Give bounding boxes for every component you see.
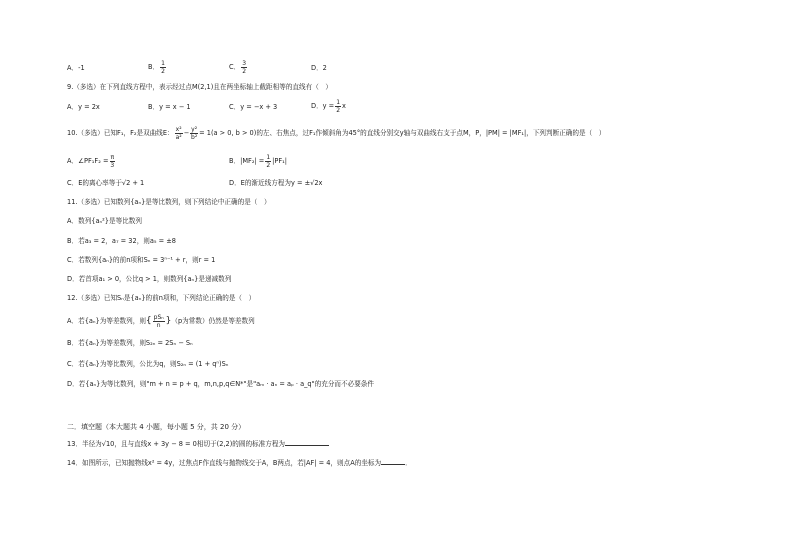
q11-option-d: D．若首项a₁ > 0，公比q > 1，则数列{aₙ}是递减数列: [67, 275, 232, 283]
q12-option-a: [67, 314, 255, 329]
fraction-denominator: 2: [161, 68, 165, 75]
q10-fraction-x: [175, 126, 183, 141]
fraction-denominator: 2: [266, 162, 271, 169]
q10-option-a-label: A．∠PF₁F₂ =: [67, 157, 109, 166]
q9-option-d: [311, 99, 346, 114]
q10-stem-rest: = 1(a > 0, b > 0)的左、右焦点，过F₁作倾斜角为45°的直线分别交y轴与双曲线右支于点M，P，|PM| = |MF₁|，下列判断正确的是（ ）: [199, 129, 606, 138]
q10-option-b-label: B．|MF₂| =: [229, 157, 265, 166]
fraction-denominator: 3: [110, 162, 115, 169]
fraction-numerator: 1: [336, 99, 341, 106]
q14-line: [67, 458, 412, 467]
q9-stem: 9.（多选）在下列直线方程中，表示经过点M(2,1)且在两坐标轴上截距相等的直线有（ ）: [67, 83, 332, 91]
fraction-numerator: 3: [242, 60, 247, 67]
q8-option-c-fraction: [241, 60, 247, 75]
q10-stem-intro: 10.（多选）已知F₁，F₂是双曲线E：: [67, 129, 174, 138]
fraction-numerator: π: [110, 154, 115, 161]
q10-option-c: C．E的离心率等于√2 + 1: [67, 179, 145, 187]
q10-option-b-fraction: [265, 154, 271, 169]
q10-stem: [67, 126, 605, 141]
q11-stem: 11.（多选）已知数列{aₙ}是等比数列，则下列结论中正确的是（ ）: [67, 198, 271, 206]
fraction-denominator: b²: [191, 134, 198, 141]
q10-option-a-fraction: [110, 154, 116, 169]
q13-line: [67, 439, 329, 448]
fraction-denominator: a²: [175, 134, 182, 141]
q11-option-b: B．若a₃ = 2，a₇ = 32，则a₅ = ±8: [67, 237, 176, 245]
q9-option-d-fraction: [335, 99, 341, 114]
q10-option-d: D．E的渐近线方程为y = ±√2x: [229, 179, 323, 187]
q8-option-b-label: B．: [148, 63, 160, 72]
q12-option-a-label: A．若{aₙ}为等差数列，则: [67, 317, 146, 326]
q9-option-d-tail: x: [342, 102, 346, 111]
q13-answer-blank[interactable]: [285, 439, 329, 446]
q8-option-c-label: C．: [229, 63, 241, 72]
q12-option-d: D．若{aₙ}为等比数列，则"m + n = p + q，m,n,p,q∈N*"是"aₘ · aₙ = aₚ · a_q"的充分而不必要条件: [67, 380, 374, 388]
q14-answer-blank[interactable]: [381, 458, 405, 465]
fraction-numerator: 1: [161, 60, 165, 67]
q13-stem: 13．半径为√10，且与直线x + 3y − 8 = 0相切于(2,2)的圆的标准方程为: [67, 440, 286, 448]
q14-stem: 14．如图所示，已知抛物线x² = 4y，过焦点F作直线与抛物线交于A，B两点，若|AF| = 4，则点A的坐标为: [67, 459, 382, 467]
fraction-denominator: 2: [242, 68, 247, 75]
q9-option-c: C．y = −x + 3: [229, 103, 278, 111]
fraction-numerator: y²: [191, 126, 198, 133]
q12-stem: 12.（多选）已知Sₙ是{aₙ}的前n项和，下列结论正确的是（ ）: [67, 294, 256, 302]
q10-option-b: [229, 154, 287, 169]
fraction-numerator: pSₙ: [153, 314, 164, 321]
q12-option-b: B．若{aₙ}为等差数列，则S₂ₙ = 2Sₙ − Sₙ: [67, 339, 193, 347]
q10-option-a: [67, 154, 116, 169]
q8-option-d: D．2: [311, 64, 327, 72]
q12-option-c: C．若{aₙ}为等比数列，公比为q，则S₂ₙ = (1 + qⁿ)Sₙ: [67, 360, 229, 368]
q10-fraction-y: [190, 126, 198, 141]
q8-option-a: A．-1: [67, 64, 85, 72]
fraction-denominator: 2: [336, 107, 341, 114]
q9-option-b: B．y = x − 1: [148, 103, 191, 111]
q10-minus-sign: −: [183, 129, 190, 138]
right-brace: }: [165, 316, 172, 326]
q9-option-a: A．y = 2x: [67, 103, 100, 111]
fraction-numerator: 1: [266, 154, 271, 161]
q11-option-c: C．若数列{aₙ}的前n项和Sₙ = 3ⁿ⁻¹ + r，则r = 1: [67, 256, 216, 264]
section-heading: 二．填空题（本大题共 4 小题，每小题 5 分，共 20 分）: [67, 423, 246, 431]
fraction-numerator: x²: [175, 126, 182, 133]
q14-tail: ．: [405, 459, 412, 467]
q8-option-b: [148, 60, 167, 75]
q10-option-b-tail: |PF₁|: [272, 157, 287, 166]
q11-option-a: A．数列{aₙ²}是等比数列: [67, 217, 142, 225]
q8-option-b-fraction: [160, 60, 166, 75]
q12-option-a-rest: （p为常数）仍然是等差数列: [171, 317, 255, 326]
q12-option-a-fraction: [153, 314, 165, 329]
q8-option-c: [229, 60, 248, 75]
q9-option-d-label: D．y =: [311, 102, 335, 111]
fraction-denominator: n: [156, 322, 161, 329]
left-brace: {: [145, 316, 152, 326]
